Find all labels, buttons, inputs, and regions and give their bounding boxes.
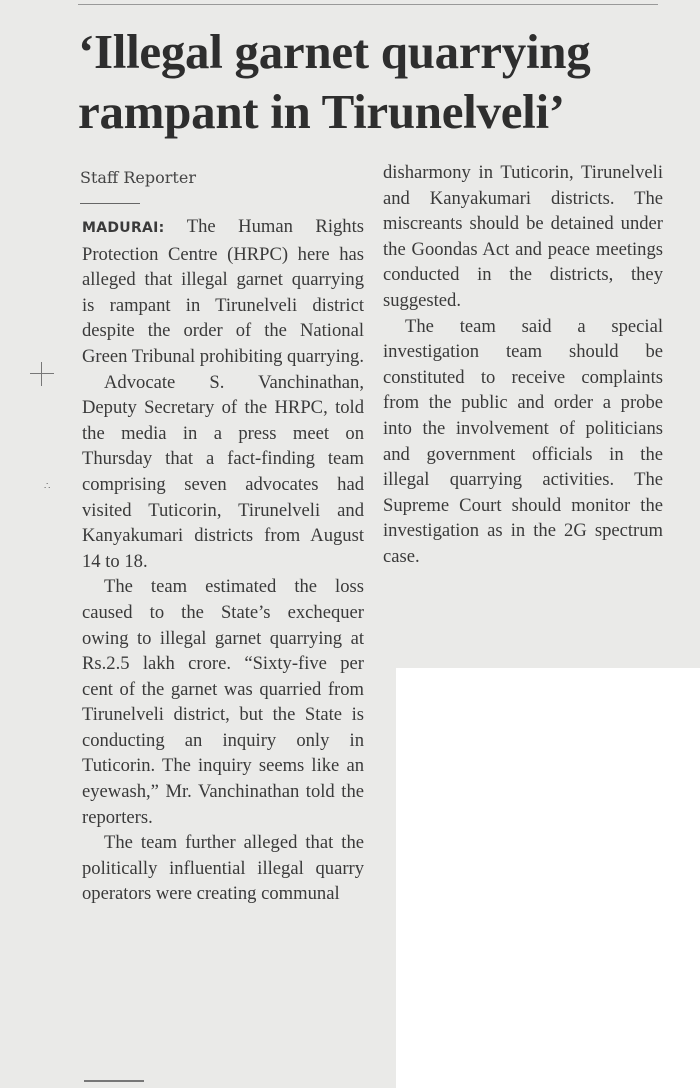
headline-line-1: ‘Illegal garnet quarrying <box>78 24 591 79</box>
paragraph-6: The team said a special investigation team should be constituted to receive complaints from the public and order a probe into the involvement of politicians and government officials in the illegal quarrying activities. The Supreme Court should monitor the investigation as in the 2G spectrum case. <box>383 315 663 567</box>
registration-mark-icon <box>30 362 54 386</box>
speck-mark: ∴ <box>44 481 51 492</box>
blank-area <box>396 668 700 1088</box>
paragraph-5: disharmony in Tuticorin, Tirunelveli and Kanyakumari districts. The miscreants should be detained under the Goondas Act and peace meetings conducted in the districts, they suggested. <box>383 162 663 311</box>
headline-line-2: rampant in Tirunelveli’ <box>78 84 565 139</box>
paragraph-1 <box>82 214 364 370</box>
paragraph-3: The team estimated the loss caused to the State’s exchequer owing to illegal garnet quarrying at Rs.2.5 lakh crore. “Sixty-five per cent of the garnet was quarried from Tirunelveli district, but the State is conducting an inquiry only in Tuticorin. The inquiry seems like an eyewash,” Mr. Vanchinathan told the reporters. <box>82 576 364 828</box>
paragraph-1-text: The Human Rights Protection Centre (HRPC) here has alleged that illegal garnet quarrying is rampant in Tirunelveli district despite the order of the National Green Tribunal prohibiting quarrying. <box>82 216 364 367</box>
top-rule <box>78 4 658 5</box>
bottom-rule <box>84 1080 144 1082</box>
left-column <box>82 214 364 907</box>
paragraph-2: Advocate S. Vanchinathan, Deputy Secretary of the HRPC, told the media in a press meet on Thursday that a fact-finding team comprising seven advocates had visited Tuticorin, Tirunelveli and Kanyakumari districts from August 14 to 18. <box>82 371 364 572</box>
dateline: MADURAI: <box>82 220 165 236</box>
headline <box>78 22 678 142</box>
byline: Staff Reporter <box>80 168 196 187</box>
right-column <box>383 160 663 570</box>
byline-rule <box>80 203 140 204</box>
paragraph-4: The team further alleged that the politically influential illegal quarry operators were creating communal <box>82 832 364 905</box>
